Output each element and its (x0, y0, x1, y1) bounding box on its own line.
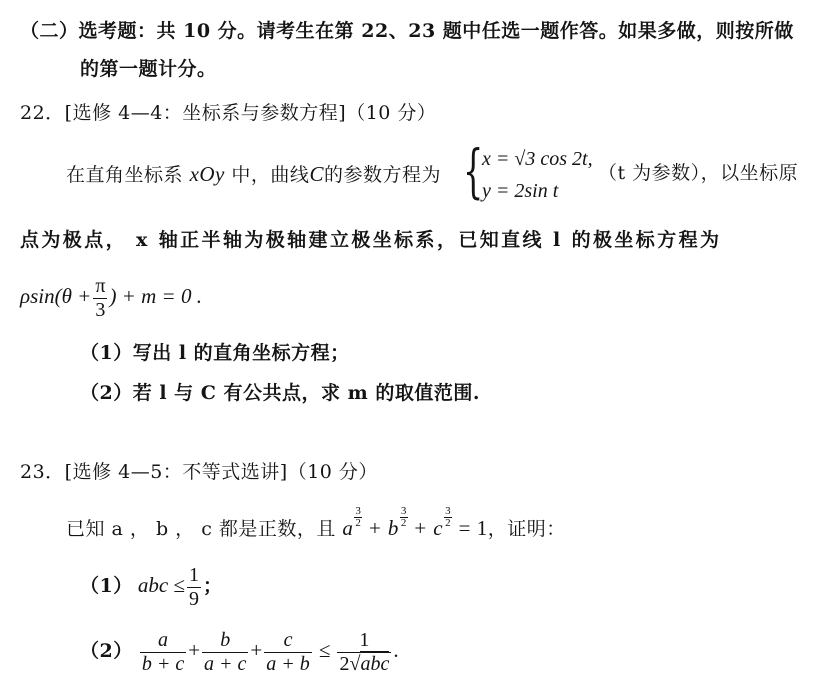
f2-num: b (202, 630, 248, 653)
q22-part2: （2）若 l 与 C 有公共点，求 m 的取值范围. (80, 382, 480, 404)
exp-a (354, 506, 362, 529)
f2-den: a + c (204, 653, 247, 675)
q23-intro-before: 已知 a ， b ， c 都是正数，且 (66, 518, 336, 540)
q22-line2: 点为极点， x 轴正半轴为极轴建立极坐标系，已知直线 l 的极坐标方程为 (20, 229, 722, 251)
q22-intro-after: 的参数方程为 (323, 164, 441, 186)
plus-a: + (188, 638, 201, 662)
eq-one: = 1 (458, 516, 488, 540)
exp-c (444, 506, 452, 529)
section-header-line2: 的第一题计分。 (80, 58, 217, 80)
var-c: c (433, 516, 444, 540)
one-ninth (187, 565, 201, 610)
exp-num: 3 (400, 505, 407, 517)
rhs-num: 1 (337, 630, 391, 653)
period: . (393, 638, 399, 662)
q23-intro (66, 505, 566, 541)
leq-sign: ≤ (318, 638, 331, 662)
rhs-root: abc (360, 653, 390, 675)
q23-intro-after: ，证明： (487, 518, 566, 540)
q22-curve: C (309, 162, 324, 186)
three: 3 (95, 299, 106, 321)
part1-lhs: abc ≤ (137, 573, 185, 597)
q22-param-note: （t 为参数），以坐标原 (598, 162, 799, 184)
var-b: b (387, 516, 399, 540)
f1-den: b + c (141, 653, 185, 675)
pi: π (95, 275, 106, 297)
rhs-two: 2 (339, 653, 350, 675)
var-a: a (342, 516, 354, 540)
semicolon: ； (202, 575, 223, 597)
one: 1 (188, 564, 199, 586)
exp-num: 3 (445, 505, 452, 517)
q22-title: 22．[选修 4—4：坐标系与参数方程]（10 分） (20, 102, 437, 124)
f3-num: c (264, 630, 312, 653)
q23-part1 (80, 565, 222, 610)
rhs-den: 2√abc (339, 653, 390, 675)
system-brace: { (463, 137, 484, 205)
rhs-frac (337, 630, 391, 675)
q22-intro (66, 164, 441, 185)
f1-num: a (140, 630, 186, 653)
exp-den: 2 (445, 517, 452, 529)
exp-b (400, 506, 408, 529)
q22-polar-eq (20, 276, 202, 321)
frac-c (264, 630, 312, 675)
frac-a (140, 630, 186, 675)
q22-intro-before: 在直角坐标系 (66, 164, 184, 186)
part1-label: （1） (80, 575, 133, 597)
exp-num: 3 (355, 505, 362, 517)
plus-b: + (250, 638, 263, 662)
q23-part2 (80, 630, 399, 675)
f3-den: a + b (266, 653, 310, 675)
q22-intro-mid: 中，曲线 (231, 164, 310, 186)
part2-label: （2） (80, 640, 133, 662)
frac-b (202, 630, 248, 675)
q22-eq1: x = √3 cos 2t, (482, 148, 593, 170)
section-header-line1: （二）选考题：共 10 分。请考生在第 22、23 题中任选一题作答。如果多做，则按所做 (20, 20, 794, 42)
q22-part1: （1）写出 l 的直角坐标方程； (80, 342, 350, 364)
exp-den: 2 (355, 517, 362, 529)
pi-over-3 (93, 276, 107, 321)
q22-xoy: xOy (189, 162, 225, 186)
exp-den: 2 (400, 517, 407, 529)
nine: 9 (188, 588, 199, 610)
q23-title: 23．[选修 4—5：不等式选讲]（10 分） (20, 461, 378, 483)
plus-1: + (368, 516, 382, 540)
plus-2: + (414, 516, 427, 540)
polar-left: ρsin(θ + (20, 284, 92, 308)
polar-right: ) + m = 0 . (109, 284, 202, 308)
q22-eq2: y = 2sin t (482, 180, 559, 202)
